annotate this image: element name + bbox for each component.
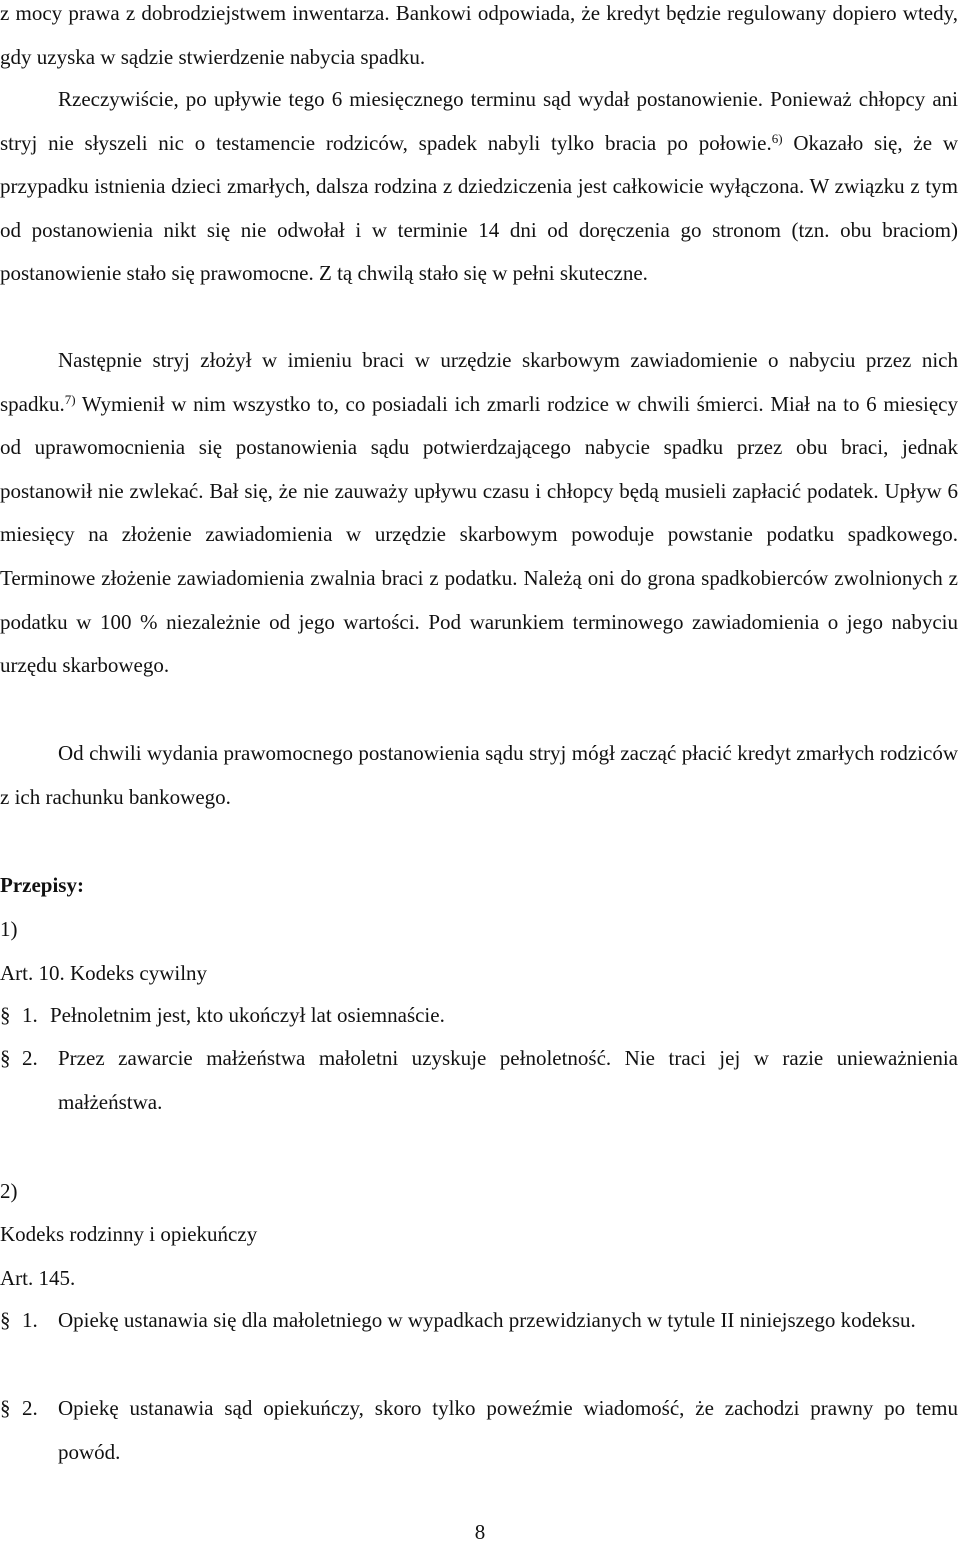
paragraph-court-decision-part1: Rzeczywiście, po upływie tego 6 miesięcznego terminu sąd wydał postanowienie. Ponieważ chłopcy ani stryj nie słyszeli nic o testamencie rodziców, spadek nabyli tylko bracia po połowie. [0,87,958,155]
section-number: 1. [22,1308,38,1332]
section-symbol: § [0,1308,11,1332]
provision-2-act: Kodeks rodzinny i opiekuńczy [0,1222,258,1246]
section-symbol: § [0,1003,11,1027]
provision-1-act: Art. 10. Kodeks cywilny [0,961,208,985]
section-text: Opiekę ustanawia sąd opiekuńczy, skoro tylko poweźmie wiadomość, że zachodzi prawny po temu powód. [58,1396,958,1464]
provisions-heading: Przepisy: [0,873,84,897]
provision-1-section-2 [0,1037,958,1124]
paragraph-court-decision [0,78,958,296]
provision-2-article: Art. 145. [0,1266,76,1290]
section-number: 2. [22,1396,38,1420]
provision-1-section-1 [0,994,958,1038]
provision-2-number: 2) [0,1179,18,1203]
paragraph-tax-notification-part2: Wymienił w nim wszystko to, co posiadali ich zmarli rodzice w chwili śmierci. Miał na to 6 miesięcy od uprawomocnienia się postanowienia sądu potwierdzającego nabycie spadku przez obu braci, jednak postanowił nie zwlekać. Bał się, że nie zauważy upływu czasu i chłopcy będą musieli zapłacić podatek. Upływ 6 miesięcy na złożenie zawiadomienia w urzędzie skarbowym powoduje powstanie podatku spadkowego. Terminowe złożenie zawiadomienia zwalnia braci z podatku. Należą oni do grona spadkobierców zwolnionych z podatku w 100 % niezależnie od jego wartości. Pod warunkiem terminowego zawiadomienia o jego nabyciu urzędu skarbowego. [0,391,958,678]
section-symbol: § [0,1046,11,1070]
section-text: Przez zawarcie małżeństwa małoletni uzyskuje pełnoletność. Nie traci jej w razie unieważnienia małżeństwa. [58,1046,958,1114]
provision-2-section-1 [0,1299,958,1343]
paragraph-bank-loan: z mocy prawa z dobrodziejstwem inwentarza. Bankowi odpowiada, że kredyt będzie regulowany dopiero wtedy, gdy uzyska w sądzie stwierdzenie nabycia spadku. [0,1,958,69]
paragraph-tax-notification-part1: Następnie stryj złożył w imieniu braci w urzędzie skarbowym zawiadomienie o nabyciu przez nich spadku. [0,348,958,416]
paragraph-court-decision-part2: Okazało się, że w przypadku istnienia dzieci zmarłych, dalsza rodzina z dziedziczenia jest całkowicie wyłączona. W związku z tym od postanowienia nikt się nie odwołał i w terminie 14 dni od doręczenia go stronom (tzn. obu braciom) postanowienie stało się prawomocne. Z tą chwilą stało się w pełni skuteczne. [0,130,958,286]
section-symbol: § [0,1396,11,1420]
paragraph-loan-payment: Od chwili wydania prawomocnego postanowienia sądu stryj mógł zacząć płacić kredyt zmarłych rodziców z ich rachunku bankowego. [0,741,958,809]
section-text: Opiekę ustanawia się dla małoletniego w wypadkach przewidzianych w tytule II niniejszego kodeksu. [58,1308,916,1332]
provision-2-section-2 [0,1387,958,1474]
paragraph-tax-notification [0,339,958,688]
section-number: 2. [22,1046,38,1070]
footnote-ref-6: 6) [771,130,783,146]
section-text: Pełnoletnim jest, kto ukończył lat osiemnaście. [50,1003,445,1027]
section-number: 1. [22,1003,38,1027]
page-number: 8 [474,1520,486,1544]
footnote-ref-7: 7) [64,391,76,407]
provision-1-number: 1) [0,917,18,941]
